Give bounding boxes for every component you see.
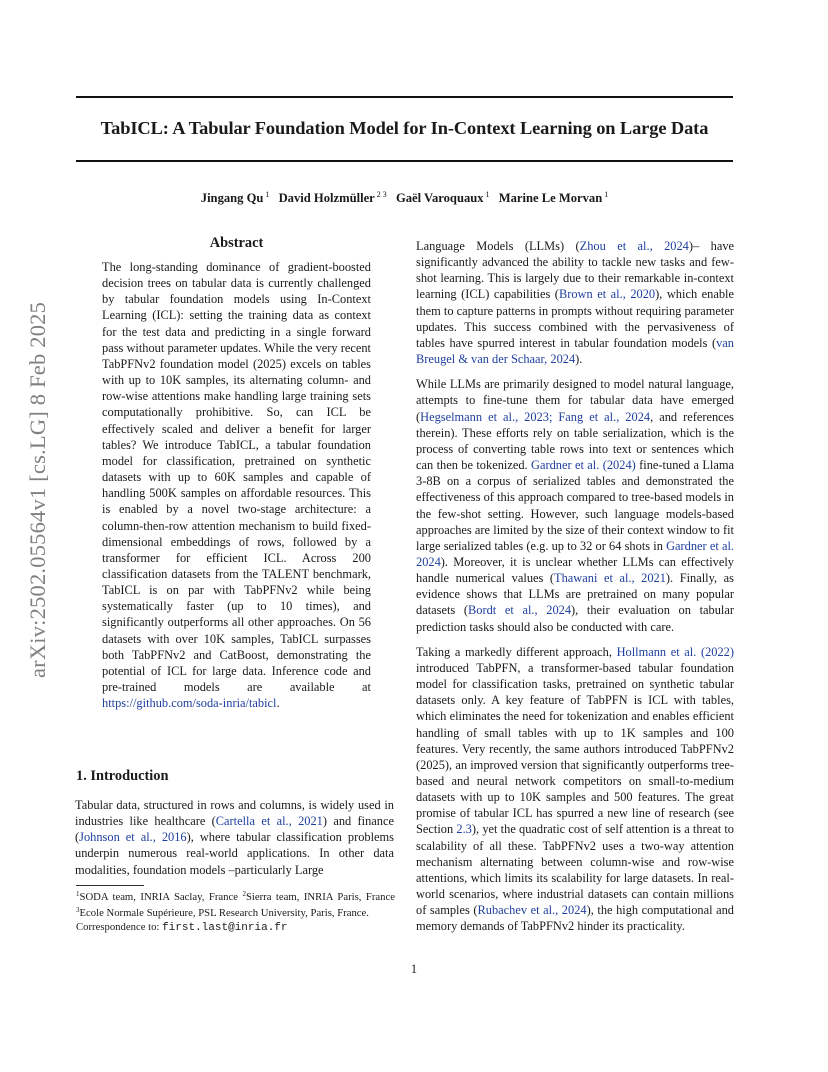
arxiv-sidebar bbox=[22, 295, 54, 685]
citation-link[interactable]: Hegselmann et al., 2023; Fang et al., 2024 bbox=[420, 409, 651, 424]
citation-link[interactable]: Bordt et al., 2024 bbox=[468, 603, 572, 618]
affiliations: $^1$SODA team, INRIA Saclay, France $^2$Sierra team, INRIA Paris, France $^3$Ecole Normale Supérieure, PSL Research University, Paris, France. bbox=[76, 890, 395, 920]
body-paragraph: Language Models (LLMs) (Zhou et al., 2024)– have significantly advanced the ability to tackle new tasks and few-shot learning. This is largely due to their remarkable in-context learning (ICL) capabilities (Brown et al., 2020), which enable them to capture patterns in prompts without requiring parameter updates. This success combined with the pervasiveness of tables have spurred interest in tabular foundation models (van Breugel & van der Schaar, 2024). bbox=[416, 239, 735, 367]
body-paragraph: While LLMs are primarily designed to model natural language, attempts to fine-tune them for tabular data have emerged (Hegselmann et al., 2023; Fang et al., 2024, and references therein). These efforts rely on table serialization, which is the process of converting table rows into text or sentences which can then be tokenized. Gardner et al. (2024) fine-tuned a Llama 3-8B on a corpus of serialized tables and demonstrated the effectiveness of this approach compared to tree-based models in the few-shot setting. However, such language models-based approaches are limited by the size of their context window to fit large serialized tables (e.g. up to 32 or 64 shots in Gardner et al. 2024). Moreover, it is unclear whether LLMs can effectively handle numerical values (Thawani et al., 2021). Finally, as evidence shows that LLMs are pretrained on many popular datasets (Bordt et al., 2024), their evaluation on tabular prediction tasks should also be conducted with care. bbox=[416, 377, 734, 634]
footnote-rule bbox=[76, 885, 144, 886]
paper-title: TabICL: A Tabular Foundation Model for In-Context Learning on Large Data bbox=[100, 118, 709, 138]
correspondence: Correspondence to: first.last@inria.fr bbox=[76, 920, 288, 934]
section-heading-introduction: 1. Introduction bbox=[76, 768, 169, 784]
author: Jingang Qu $^1$ bbox=[200, 190, 270, 205]
author: Marine Le Morvan $^1$ bbox=[498, 190, 609, 205]
citation-link[interactable]: Cartella et al., 2021 bbox=[215, 814, 323, 829]
citation-link[interactable]: Thawani et al., 2021 bbox=[554, 571, 666, 586]
citation-link[interactable]: Zhou et al., 2024 bbox=[579, 239, 689, 253]
author: David Holzmüller $^{2 3}$ bbox=[278, 190, 387, 205]
right-column bbox=[416, 238, 734, 944]
arxiv-stamp[interactable]: arXiv:2502.05564v1 [cs.LG] 8 Feb 2025 bbox=[25, 301, 50, 679]
title-top-rule bbox=[76, 96, 733, 98]
body-paragraph: Taking a markedly different approach, Hollmann et al. (2022) introduced TabPFN, a transformer-based tabular foundation model for classification tasks, pretrained on synthetic tabular datasets only. A key feature of TabPFN is ICL with tables, which eliminates the need for tokenization and enables efficient handling of small tables with up to 1K samples and 100 features. Very recently, the same authors introduced TabPFNv2 (2025), an improved version that significantly outperforms tree-based and neural network competitors on small-to-medium datasets with up to 10K samples and 500 features. The great promise of tabular ICL has spurred a new line of research (see Section 2.3), yet the quadratic cost of self attention is a threat to scalability of all these. TabPFNv2 uses a two-way attention mechanism alternating between column-wise and row-wise attentions, which limits its scalability for large datasets. In real-world scenarios, where industrial datasets can contain millions of samples (Rubachev et al., 2024), the high computational and memory demands of TabPFNv2 hinder its practicality. bbox=[416, 644, 735, 934]
author-list bbox=[76, 190, 733, 206]
affiliation-footnote bbox=[76, 888, 395, 935]
introduction-paragraph: Tabular data, structured in rows and columns, is widely used in industries like healthcare (Cartella et al., 2021) and finance (Johnson et al., 2016), where tabular classification problems underpin numerous real-world applications. In other data modalities, foundation models –particularly Large bbox=[75, 798, 394, 877]
left-column bbox=[75, 235, 398, 711]
citation-link[interactable]: Johnson et al., 2016 bbox=[79, 830, 187, 845]
abstract-heading: Abstract bbox=[209, 235, 264, 251]
citation-link[interactable]: Brown et al., 2020 bbox=[558, 287, 656, 302]
correspondence-email[interactable]: first.last@inria.fr bbox=[162, 921, 288, 934]
citation-link[interactable]: van Breugel & van der Schaar, 2024 bbox=[416, 335, 734, 367]
page-number: 1 bbox=[410, 962, 418, 976]
citation-link[interactable]: Rubachev et al., 2024 bbox=[477, 903, 587, 918]
title-bottom-rule bbox=[76, 160, 733, 162]
author: Gaël Varoquaux $^1$ bbox=[395, 190, 490, 205]
section-link[interactable]: 2.3 bbox=[456, 822, 472, 837]
citation-link[interactable]: Gardner et al. 2024 bbox=[416, 538, 734, 569]
citation-link[interactable]: Gardner et al. (2024) bbox=[531, 458, 636, 473]
code-link[interactable]: https://github.com/soda-inria/tabicl bbox=[102, 696, 277, 711]
abstract-body: The long-standing dominance of gradient-boosted decision trees on tabular data is currently challenged by tabular foundation models using In-Context Learning (ICL): setting the training data as context for the test data and predicting in a single forward pass without parameter updates. While the very recent TabPFNv2 foundation model (2025) excels on tables with up to 10K samples, its alternating column- and row-wise attentions make handling large training sets computationally prohibitive. So, can ICL be effectively scaled and deliver a benefit for larger tables? We introduce TabICL, a tabular foundation model for classification, pretrained on synthetic datasets with up to 60K samples and capable of handling 500K samples on affordable resources. This is enabled by a novel two-stage architecture: a column-then-row attention mechanism to build fixed-dimensional embeddings of rows, followed by a transformer for efficient ICL. Across 200 classification datasets from the TALENT benchmark, TabICL is on par with TabPFNv2 while being systematically faster (up to 10 times), and significantly outperforms all other approaches. On 56 datasets with over 10K samples, TabICL surpasses both TabPFNv2 and CatBoost, demonstrating the potential of ICL for large data. Inference code and pre-trained models are available at https://github.com/soda-inria/tabicl. bbox=[102, 260, 371, 711]
citation-link[interactable]: Hollmann et al. (2022) bbox=[616, 644, 734, 659]
